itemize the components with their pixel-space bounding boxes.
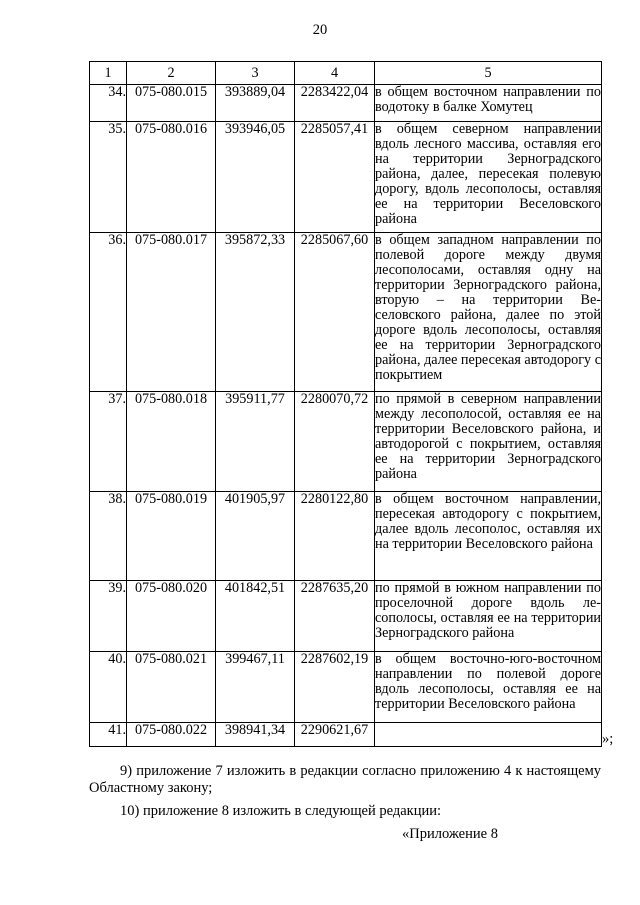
boundary-table — [89, 61, 602, 747]
row-number: 40. — [90, 652, 127, 723]
header-cell: 2 — [127, 62, 216, 85]
table-header-row — [90, 62, 602, 85]
point-code: 075-080.022 — [127, 723, 216, 747]
coord-x: 401842,51 — [216, 581, 295, 652]
coord-x: 395872,33 — [216, 233, 295, 392]
boundary-description: в общем восточном направлении по водотоку в балке Хомутец — [375, 85, 602, 122]
boundary-description: по прямой в южном направлении по проселочной дороге вдоль лесополосы, оставляя ее на территории Зерноградского района — [375, 581, 602, 652]
boundary-description: в общем западном направлении по полевой дороге между двумя лесополосами, оставляя одну на территории Зерноградского района, вторую – на территории Веселовского района, далее по этой дороге вдоль лесополосы, оставляя ее на территории Зерноградского района, далее пересекая автодорогу с покрытием — [375, 233, 602, 392]
coord-y: 2285057,41 — [295, 122, 375, 233]
point-code: 075-080.018 — [127, 392, 216, 492]
coord-y: 2287635,20 — [295, 581, 375, 652]
row-number: 34. — [90, 85, 127, 122]
coord-x: 393889,04 — [216, 85, 295, 122]
coord-x: 393946,05 — [216, 122, 295, 233]
boundary-description: в общем северном направлении вдоль лесного массива, оставляя его на территории Зерноградского района, далее, пересекая полевую дорогу, вдоль лесополосы, оставляя ее на территории Веселовского района — [375, 122, 602, 233]
header-cell: 4 — [295, 62, 375, 85]
table-row — [90, 122, 602, 233]
coord-y: 2287602,19 — [295, 652, 375, 723]
point-code: 075-080.021 — [127, 652, 216, 723]
row-number: 35. — [90, 122, 127, 233]
point-code: 075-080.020 — [127, 581, 216, 652]
point-code: 075-080.017 — [127, 233, 216, 392]
coord-y: 2280122,80 — [295, 492, 375, 581]
boundary-description: в общем восточном направлении, пересекая автодорогу с покрытием, далее вдоль лесополос, оставляя их на территории Веселовского района — [375, 492, 602, 581]
boundary-description: в общем восточно-юго-восточном направлении по полевой дороге вдоль лесополосы, оставляя ее на территории Веселовского района — [375, 652, 602, 723]
table-row — [90, 85, 602, 122]
header-cell: 3 — [216, 62, 295, 85]
coord-y: 2280070,72 — [295, 392, 375, 492]
row-number: 41. — [90, 723, 127, 747]
page-number: 20 — [312, 22, 328, 38]
point-code: 075-080.016 — [127, 122, 216, 233]
coord-y: 2285067,60 — [295, 233, 375, 392]
table-row — [90, 492, 602, 581]
table-row — [90, 392, 602, 492]
coord-x: 399467,11 — [216, 652, 295, 723]
row-number: 39. — [90, 581, 127, 652]
coord-y: 2283422,04 — [295, 85, 375, 122]
boundary-description — [375, 723, 602, 747]
table-row — [90, 581, 602, 652]
coord-x: 395911,77 — [216, 392, 295, 492]
row-number: 37. — [90, 392, 127, 492]
row-number: 38. — [90, 492, 127, 581]
paragraph-item-9: 9) приложение 7 изложить в редакции согласно приложению 4 к настоящему Областному закону; — [89, 763, 601, 796]
coord-x: 398941,34 — [216, 723, 295, 747]
row-number: 36. — [90, 233, 127, 392]
appendix-heading: «Приложение 8 — [402, 826, 498, 842]
closing-quote-mark: »; — [602, 731, 614, 747]
table-row — [90, 652, 602, 723]
point-code: 075-080.019 — [127, 492, 216, 581]
header-cell: 1 — [90, 62, 127, 85]
paragraph-item-10: 10) приложение 8 изложить в следующей редакции: — [120, 803, 442, 819]
coord-x: 401905,97 — [216, 492, 295, 581]
coord-y: 2290621,67 — [295, 723, 375, 747]
header-cell: 5 — [375, 62, 602, 85]
table-row — [90, 723, 602, 747]
boundary-description: по прямой в северном направлении между лесополосой, оставляя ее на территории Веселовского района, и автодорогой с покрытием, оставляя ее на территории Зерноградского района — [375, 392, 602, 492]
point-code: 075-080.015 — [127, 85, 216, 122]
table-row — [90, 233, 602, 392]
